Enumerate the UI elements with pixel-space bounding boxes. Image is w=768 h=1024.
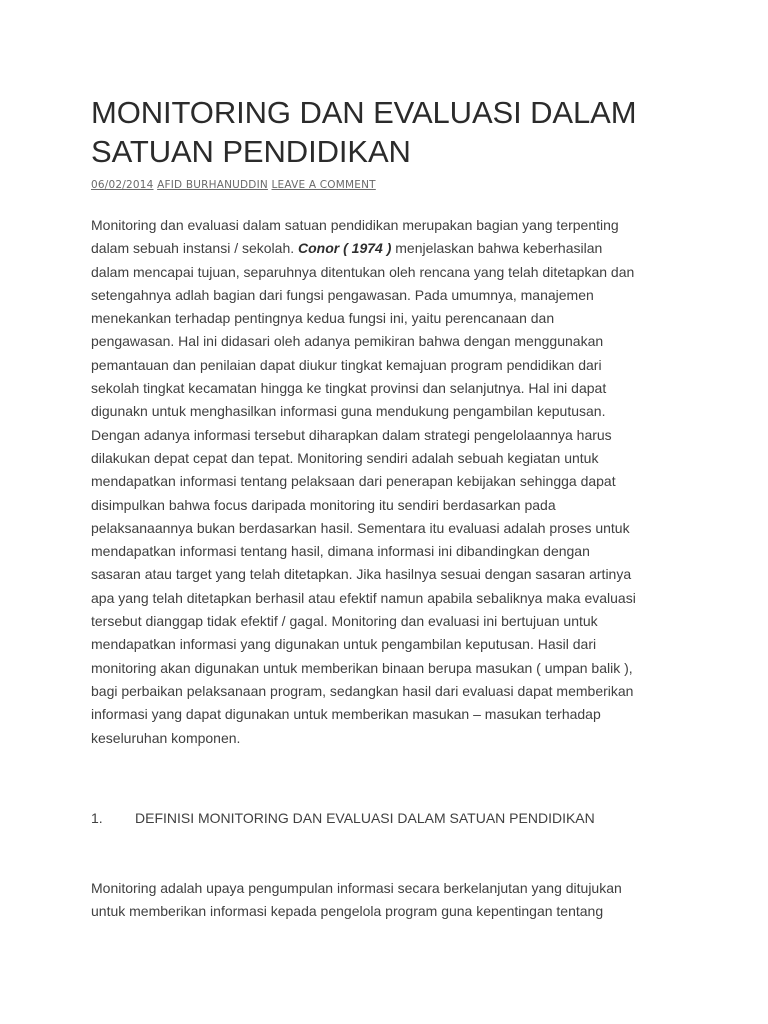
body-paragraph-1	[91, 214, 636, 750]
paragraph-line: pemantauan dan penilaian dapat diukur tingkat kemajuan program pendidikan dari	[91, 356, 602, 373]
post-title	[91, 93, 691, 171]
post-date-link[interactable]: 06/02/2014	[91, 179, 154, 191]
paragraph-line: mendapatkan informasi yang digunakan untuk pengambilan keputusan. Hasil dari	[91, 636, 597, 653]
paragraph-line: disimpulkan bahwa focus daripada monitoring itu sendiri berdasarkan pada	[91, 496, 556, 513]
section-number: 1.	[91, 810, 103, 826]
paragraph-line: dalam mencapai tujuan, separuhnya ditentukan oleh rencana yang telah ditetapkan dan	[91, 263, 635, 280]
paragraph-line: bagi perbaikan pelaksanaan program, sedangkan hasil dari evaluasi dapat memberikan	[91, 682, 634, 699]
paragraph-line: tersebut dianggap tidak efektif / gagal. Monitoring dan evaluasi ini bertujuan untuk	[91, 613, 598, 630]
paragraph-line	[91, 237, 636, 260]
post-title-line-2: SATUAN PENDIDIKAN	[91, 134, 411, 169]
post-meta	[91, 178, 376, 192]
post-title-line-1: MONITORING DAN EVALUASI DALAM	[91, 95, 637, 130]
paragraph-line: pengawasan. Hal ini didasari oleh adanya pemikiran bahwa dengan menggunakan	[91, 333, 604, 350]
paragraph-line: setengahnya adlah bagian dari fungsi pengawasan. Pada umumnya, manajemen	[91, 286, 594, 303]
paragraph-line: dilakukan depat cepat dan tepat. Monitoring sendiri adalah sebuah kegiatan untuk	[91, 449, 599, 466]
paragraph-line: sekolah tingkat kecamatan hingga ke tingkat provinsi dan selanjutnya. Hal ini dapat	[91, 380, 607, 397]
paragraph-line: apa yang telah ditetapkan berhasil atau efektif namun apabila sebaliknya maka evaluasi	[91, 589, 636, 606]
body-paragraph-2	[91, 877, 622, 924]
paragraph-line: informasi yang dapat digunakan untuk memberikan masukan – masukan terhadap	[91, 706, 601, 723]
section-title: DEFINISI MONITORING DAN EVALUASI DALAM SATUAN PENDIDIKAN	[135, 810, 595, 826]
citation: Conor ( 1974 )	[298, 240, 392, 257]
post-author-link[interactable]: AFID BURHANUDDIN	[157, 179, 268, 191]
paragraph-line: mendapatkan informasi tentang hasil, dimana informasi ini dibandingkan dengan	[91, 543, 590, 560]
paragraph-line: menekankan terhadap pentingnya kedua fungsi ini, yaitu perencanaan dan	[91, 310, 555, 327]
paragraph-line: digunakn untuk menghasilkan informasi guna mendukung pengambilan keputusan.	[91, 403, 606, 420]
paragraph-line: Dengan adanya informasi tersebut diharapkan dalam strategi pengelolaannya harus	[91, 426, 612, 443]
paragraph-line: keseluruhan komponen.	[91, 729, 241, 746]
leave-comment-link[interactable]: LEAVE A COMMENT	[271, 179, 376, 191]
paragraph-line: mendapatkan informasi tentang pelaksaan dari penerapan kebijakan sehingga dapat	[91, 473, 616, 490]
paragraph-text: menjelaskan bahwa keberhasilan	[391, 240, 603, 257]
paragraph-text: dalam sebuah instansi / sekolah.	[91, 240, 299, 257]
paragraph-line: monitoring akan digunakan untuk memberikan binaan berupa masukan ( umpan balik ),	[91, 659, 633, 676]
paragraph-line: untuk memberikan informasi kepada pengelola program guna kepentingan tentang	[91, 903, 604, 920]
paragraph-line: sasaran atau target yang telah ditetapkan. Jika hasilnya sesuai dengan sasaran artinya	[91, 566, 632, 583]
paragraph-line: Monitoring dan evaluasi dalam satuan pendidikan merupakan bagian yang terpenting	[91, 217, 619, 233]
paragraph-line: Monitoring adalah upaya pengumpulan informasi secara berkelanjutan yang ditujukan	[91, 880, 622, 896]
paragraph-line: pelaksanaannya bukan berdasarkan hasil. Sementara itu evaluasi adalah proses untuk	[91, 519, 630, 536]
